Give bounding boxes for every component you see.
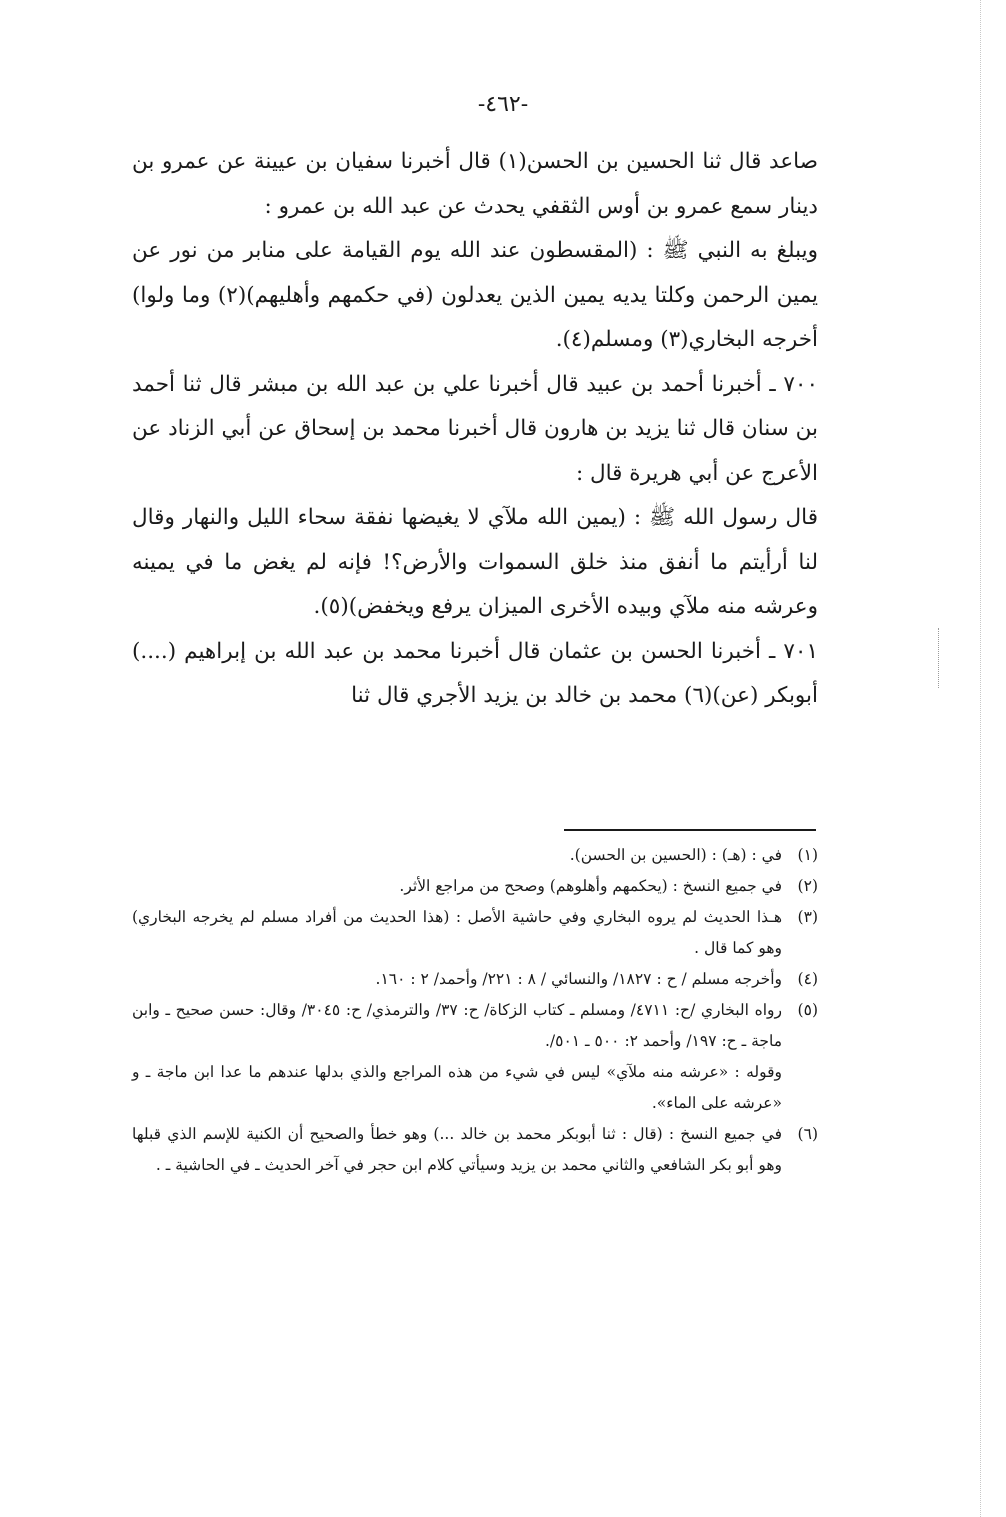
footnote-number: (٦) <box>797 1125 818 1143</box>
footnote-text: وقوله : «عرشه منه ملآي» ليس في شيء من هذه المراجع والذي بدلها عندهم ما عدا ابن ماجة ـ و «عرشه على الماء». <box>132 1063 782 1112</box>
margin-marks <box>938 628 939 688</box>
footnote-4 <box>132 964 818 995</box>
footnote-text: رواه البخاري /ح: ٤٧١١/ ومسلم ـ كتاب الزكاة/ ح: ٣٧/ والترمذي/ ح: ٣٠٤٥/ وقال: حسن صحيح ـ وابن ماجة ـ ح: ١٩٧/ وأحمد ٢: ٥٠٠ ـ ٥٠١/. <box>132 1001 782 1050</box>
paragraph-4: قال رسول الله ﷺ : (يمين الله ملآي لا يغيضها نفقة سحاء الليل والنهار وقال لنا أرأيتم ما أنفق منذ خلق السموات والأرض؟! فإنه لم يغض ما في يمينه وعرشه منه ملآي وبيده الأخرى الميزان يرفع ويخفض)(٥). <box>132 505 818 619</box>
page-number: -٤٦٢- <box>477 92 529 117</box>
footnote-text: في : (هـ) : (الحسين بن الحسن). <box>569 846 782 864</box>
footnote-number: (١) <box>797 846 818 864</box>
footnote-2 <box>132 871 818 902</box>
paragraph-1: صاعد قال ثنا الحسين بن الحسن(١) قال أخبرنا سفيان بن عيينة عن عمرو بن دينار سمع عمرو بن أوس الثقفي يحدث عن عبد الله بن عمرو : <box>132 149 818 219</box>
hadith-701: ٧٠١ ـ أخبرنا الحسن بن عثمان قال أخبرنا محمد بن عبد الله بن إبراهيم (....) أبوبكر (عن)(٦) محمد بن خالد بن يزيد الأجري قال ثنا <box>132 638 818 708</box>
footnote-number: (٤) <box>797 970 818 988</box>
footnote-text: هـذا الحديث لم يروه البخاري وفي حاشية الأصل : (هذا الحديث من أفراد مسلم لم يخرجه البخاري) وهو كما قال . <box>132 908 782 957</box>
footnote-text: في جميع النسخ : (يحكمهم وأهلوهم) وصحح من مراجع الأثر. <box>399 877 782 895</box>
footnote-5 <box>132 995 818 1057</box>
footnote-text: وأخرجه مسلم / ح : ١٨٢٧/ والنسائي / ٨ : ٢٢١/ وأحمد/ ٢ : ١٦٠. <box>375 970 782 988</box>
footnote-separator <box>564 829 816 831</box>
hadith-700: ٧٠٠ ـ أخبرنا أحمد بن عبيد قال أخبرنا علي بن عبد الله بن مبشر قال ثنا أحمد بن سنان قال ثنا يزيد بن هارون قال أخبرنا محمد بن إسحاق عن أبي الزناد عن الأعرج عن أبي هريرة قال : <box>132 371 818 486</box>
footnote-6 <box>132 1119 818 1181</box>
footnote-number: (٢) <box>797 877 818 895</box>
footnote-3 <box>132 902 818 964</box>
paragraph-2: ويبلغ به النبي ﷺ : (المقسطون عند الله يوم القيامة على منابر من نور عن يمين الرحمن وكلتا يديه يمين الذين يعدلون (في حكمهم وأهليهم)(٢) وما ولوا) أخرجه البخاري(٣) ومسلم(٤). <box>132 238 818 352</box>
main-text <box>132 140 818 719</box>
footnote-number: (٥) <box>797 1001 818 1019</box>
footnote-1 <box>132 840 818 871</box>
footnotes <box>132 840 818 1181</box>
page-edge-line <box>980 0 981 1517</box>
footnote-number: (٣) <box>797 908 818 926</box>
footnote-5-continuation <box>132 1057 818 1119</box>
footnote-text: في جميع النسخ : (قال : ثنا أبوبكر محمد بن خالد ...) وهو خطأ والصحيح أن الكنية للإسم الذي قبلها وهو أبو بكر الشافعي والثاني محمد بن يزيد وسيأتي كلام ابن حجر في آخر الحديث ـ في الحاشية ـ . <box>132 1125 782 1174</box>
